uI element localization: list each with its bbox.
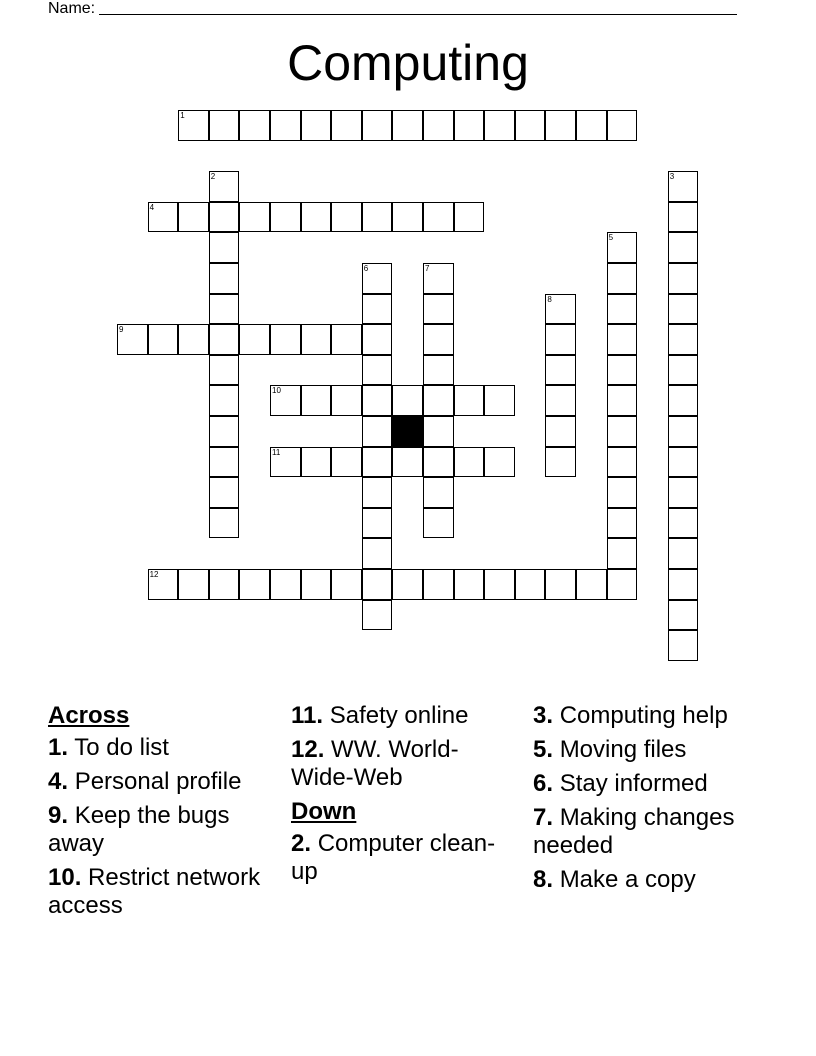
page-title: Computing [287,35,529,91]
name-label: Name: [48,0,96,17]
clue-down-6: 6. Stay informed [533,770,708,797]
grid-cell[interactable] [331,324,362,355]
grid-cell[interactable] [423,447,454,478]
clue-across-1: 1. To do list [48,734,169,761]
clue-down-2: 2. Computer clean-up [291,830,496,885]
grid-cell[interactable] [454,110,485,141]
clue-down-3: 3. Computing help [533,702,728,729]
grid-cell[interactable] [362,324,393,355]
grid-cell[interactable] [117,324,148,355]
grid-cell[interactable] [454,385,485,416]
grid-cell[interactable] [454,569,485,600]
grid-cell[interactable] [148,202,179,233]
grid-cell[interactable] [362,294,393,325]
grid-cell[interactable] [209,110,240,141]
grid-cell[interactable] [668,477,699,508]
clue-number: 2 [210,172,216,182]
clue-across-4: 4. Personal profile [48,768,242,795]
grid-cell[interactable] [576,110,607,141]
grid-cell[interactable] [239,110,270,141]
grid-cell[interactable] [239,202,270,233]
grid-cell[interactable] [668,232,699,263]
grid-cell[interactable] [209,416,240,447]
down-heading: Down [291,798,357,825]
grid-cell[interactable] [362,416,393,447]
grid-cell[interactable] [362,355,393,386]
grid-cell[interactable] [607,385,638,416]
grid-cell[interactable] [178,324,209,355]
grid-cell[interactable] [454,447,485,478]
grid-cell[interactable] [301,569,332,600]
grid-cell[interactable] [668,538,699,569]
grid-cell[interactable] [668,416,699,447]
grid-cell[interactable] [392,569,423,600]
grid-cell[interactable] [209,324,240,355]
clue-number: 3 [669,172,675,182]
grid-cell[interactable] [545,385,576,416]
grid-cell[interactable] [668,355,699,386]
grid-cell[interactable] [209,477,240,508]
grid-black-cell [392,416,423,447]
grid-cell[interactable] [607,569,638,600]
grid-cell[interactable] [392,110,423,141]
grid-cell[interactable] [362,538,393,569]
clue-number: 4 [149,202,155,212]
across-heading: Across [48,702,130,729]
grid-cell[interactable] [423,202,454,233]
grid-cell[interactable] [607,263,638,294]
clue-number: 12 [149,570,159,579]
grid-cell[interactable] [668,447,699,478]
clue-number: 1 [180,111,185,120]
clue-down-5: 5. Moving files [533,736,687,763]
grid-cell[interactable] [607,538,638,569]
grid-cell[interactable] [607,355,638,386]
grid-cell[interactable] [607,324,638,355]
grid-cell[interactable] [270,385,301,416]
grid-cell[interactable] [668,294,699,325]
grid-cell[interactable] [607,477,638,508]
grid-cell[interactable] [515,569,546,600]
grid-cell[interactable] [545,355,576,386]
grid-cell[interactable] [148,569,179,600]
grid-cell[interactable] [423,294,454,325]
grid-cell[interactable] [209,232,240,263]
clue-across-12: 12. WW. World-Wide-Web [291,736,459,791]
grid-cell[interactable] [270,324,301,355]
grid-cell[interactable] [423,355,454,386]
grid-cell[interactable] [668,202,699,233]
grid-cell[interactable] [668,324,699,355]
grid-cell[interactable] [331,385,362,416]
grid-cell[interactable] [607,110,638,141]
clue-number: 10 [272,386,281,396]
grid-cell[interactable] [545,294,576,325]
grid-cell[interactable] [576,569,607,600]
grid-cell[interactable] [301,110,332,141]
grid-cell[interactable] [209,171,240,202]
clue-number: 8 [547,294,552,304]
clue-down-8: 8. Make a copy [533,866,696,893]
grid-cell[interactable] [392,385,423,416]
grid-cell[interactable] [607,294,638,325]
clue-across-10: 10. Restrict network access [48,864,261,919]
grid-cell[interactable] [270,447,301,478]
grid-cell[interactable] [301,385,332,416]
grid-cell[interactable] [607,416,638,447]
grid-cell[interactable] [178,202,209,233]
grid-cell[interactable] [423,477,454,508]
grid-cell[interactable] [484,110,515,141]
grid-cell[interactable] [607,447,638,478]
clue-down-7: 7. Making changes needed [533,804,735,859]
clue-number: 11 [272,447,281,457]
grid-cell[interactable] [362,569,393,600]
clue-number: 6 [363,264,369,273]
grid-cell[interactable] [484,447,515,478]
grid-cell[interactable] [209,385,240,416]
grid-cell[interactable] [668,600,699,631]
grid-cell[interactable] [362,477,393,508]
grid-cell[interactable] [331,447,362,478]
grid-cell[interactable] [331,569,362,600]
grid-cell[interactable] [331,110,362,141]
grid-cell[interactable] [423,385,454,416]
grid-cell[interactable] [423,508,454,539]
grid-cell[interactable] [270,569,301,600]
grid-cell[interactable] [239,569,270,600]
grid-cell[interactable] [515,110,546,141]
grid-cell[interactable] [362,263,393,294]
grid-cell[interactable] [423,569,454,600]
grid-cell[interactable] [209,447,240,478]
clues-column-3 [533,702,773,900]
grid-cell[interactable] [148,324,179,355]
grid-cell[interactable] [362,202,393,233]
grid-cell[interactable] [392,202,423,233]
grid-cell[interactable] [209,202,240,233]
grid-cell[interactable] [668,263,699,294]
grid-cell[interactable] [362,447,393,478]
grid-cell[interactable] [209,263,240,294]
grid-cell[interactable] [668,630,699,661]
grid-cell[interactable] [301,324,332,355]
grid-cell[interactable] [362,508,393,539]
grid-cell[interactable] [545,416,576,447]
grid-cell[interactable] [668,385,699,416]
grid-cell[interactable] [362,600,393,631]
grid-cell[interactable] [331,202,362,233]
grid-cell[interactable] [270,202,301,233]
clues-column-2 [291,702,521,892]
grid-cell[interactable] [362,385,393,416]
grid-cell[interactable] [423,416,454,447]
grid-cell[interactable] [607,232,638,263]
grid-cell[interactable] [392,447,423,478]
grid-cell[interactable] [668,508,699,539]
grid-cell[interactable] [209,355,240,386]
grid-cell[interactable] [209,294,240,325]
clue-across-11: 11. Safety online [291,702,469,729]
grid-cell[interactable] [484,569,515,600]
grid-cell[interactable] [484,385,515,416]
clue-number: 7 [425,264,430,273]
grid-cell[interactable] [423,263,454,294]
clue-across-9: 9. Keep the bugs away [48,802,230,857]
grid-cell[interactable] [239,324,270,355]
grid-cell[interactable] [178,110,209,141]
clues-column-1 [48,702,278,926]
grid-cell[interactable] [178,569,209,600]
grid-cell[interactable] [454,202,485,233]
grid-cell[interactable] [423,324,454,355]
clue-number: 5 [608,233,614,243]
grid-cell[interactable] [301,447,332,478]
grid-cell[interactable] [362,110,393,141]
grid-cell[interactable] [668,569,699,600]
clue-number: 9 [119,325,124,335]
grid-cell[interactable] [423,110,454,141]
grid-cell[interactable] [545,324,576,355]
grid-cell[interactable] [545,110,576,141]
grid-cell[interactable] [668,171,699,202]
grid-cell[interactable] [209,569,240,600]
grid-cell[interactable] [270,110,301,141]
grid-cell[interactable] [545,447,576,478]
grid-cell[interactable] [545,569,576,600]
grid-cell[interactable] [301,202,332,233]
grid-cell[interactable] [209,508,240,539]
grid-cell[interactable] [607,508,638,539]
